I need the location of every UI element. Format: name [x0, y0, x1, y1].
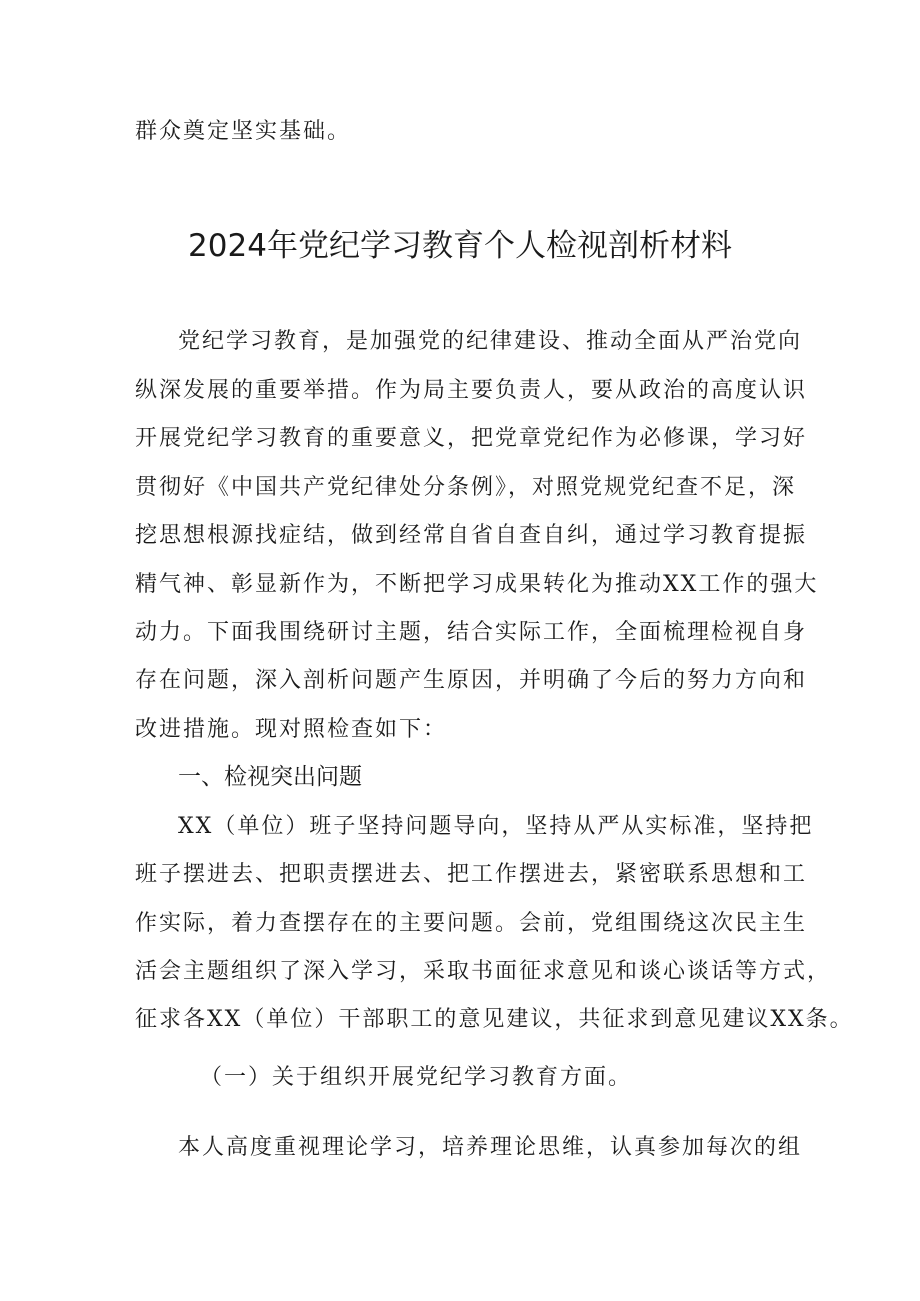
intro-paragraph-line: 精气神、彰显新作为，不断把学习成果转化为推动XX工作的强大: [135, 572, 819, 597]
intro-paragraph-line: 贯彻好《中国共产党纪律处分条例》，对照党规党纪查不足，深: [135, 475, 797, 500]
subsection-heading: （一）关于组织开展党纪学习教育方面。: [200, 1065, 633, 1090]
section-paragraph-line: 活会主题组织了深入学习，采取书面征求意见和谈心谈话等方式，: [135, 959, 832, 984]
section-paragraph-line: 作实际，着力查摆存在的主要问题。会前，党组围绕这次民主生: [135, 911, 808, 936]
intro-paragraph-line: 存在问题，深入剖析问题产生原因，并明确了今后的努力方向和: [135, 668, 808, 693]
section-paragraph-line: 班子摆进去、把职责摆进去、把工作摆进去，紧密联系思想和工: [135, 862, 808, 887]
intro-paragraph-line: 挖思想根源找症结，做到经常自省自查自纠，通过学习教育提振: [135, 523, 808, 548]
section-paragraph-line: 征求各XX（单位）干部职工的意见建议，共征求到意见建议XX条。: [135, 1007, 854, 1032]
intro-paragraph-line: 党纪学习教育，是加强党的纪律建设、推动全面从严治党向: [178, 329, 803, 354]
intro-paragraph-line: 改进措施。现对照检查如下：: [135, 717, 448, 742]
document-title: 2024年党纪学习教育个人检视剖析材料: [188, 228, 732, 264]
intro-paragraph-line: 开展党纪学习教育的重要意义，把党章党纪作为必修课，学习好: [135, 426, 808, 451]
intro-paragraph-line: 纵深发展的重要举措。作为局主要负责人，要从政治的高度认识: [135, 378, 808, 403]
section-paragraph-line: XX（单位）班子坚持问题导向，坚持从严从实标准，坚持把: [178, 814, 814, 839]
section-heading: 一、检视突出问题: [178, 764, 362, 790]
lead-line: 群众奠定坚实基础。: [135, 119, 352, 144]
intro-paragraph-line: 动力。下面我围绕研讨主题，结合实际工作，全面梳理检视自身: [135, 620, 808, 645]
subsection-paragraph-line: 本人高度重视理论学习，培养理论思维，认真参加每次的组: [178, 1135, 803, 1160]
